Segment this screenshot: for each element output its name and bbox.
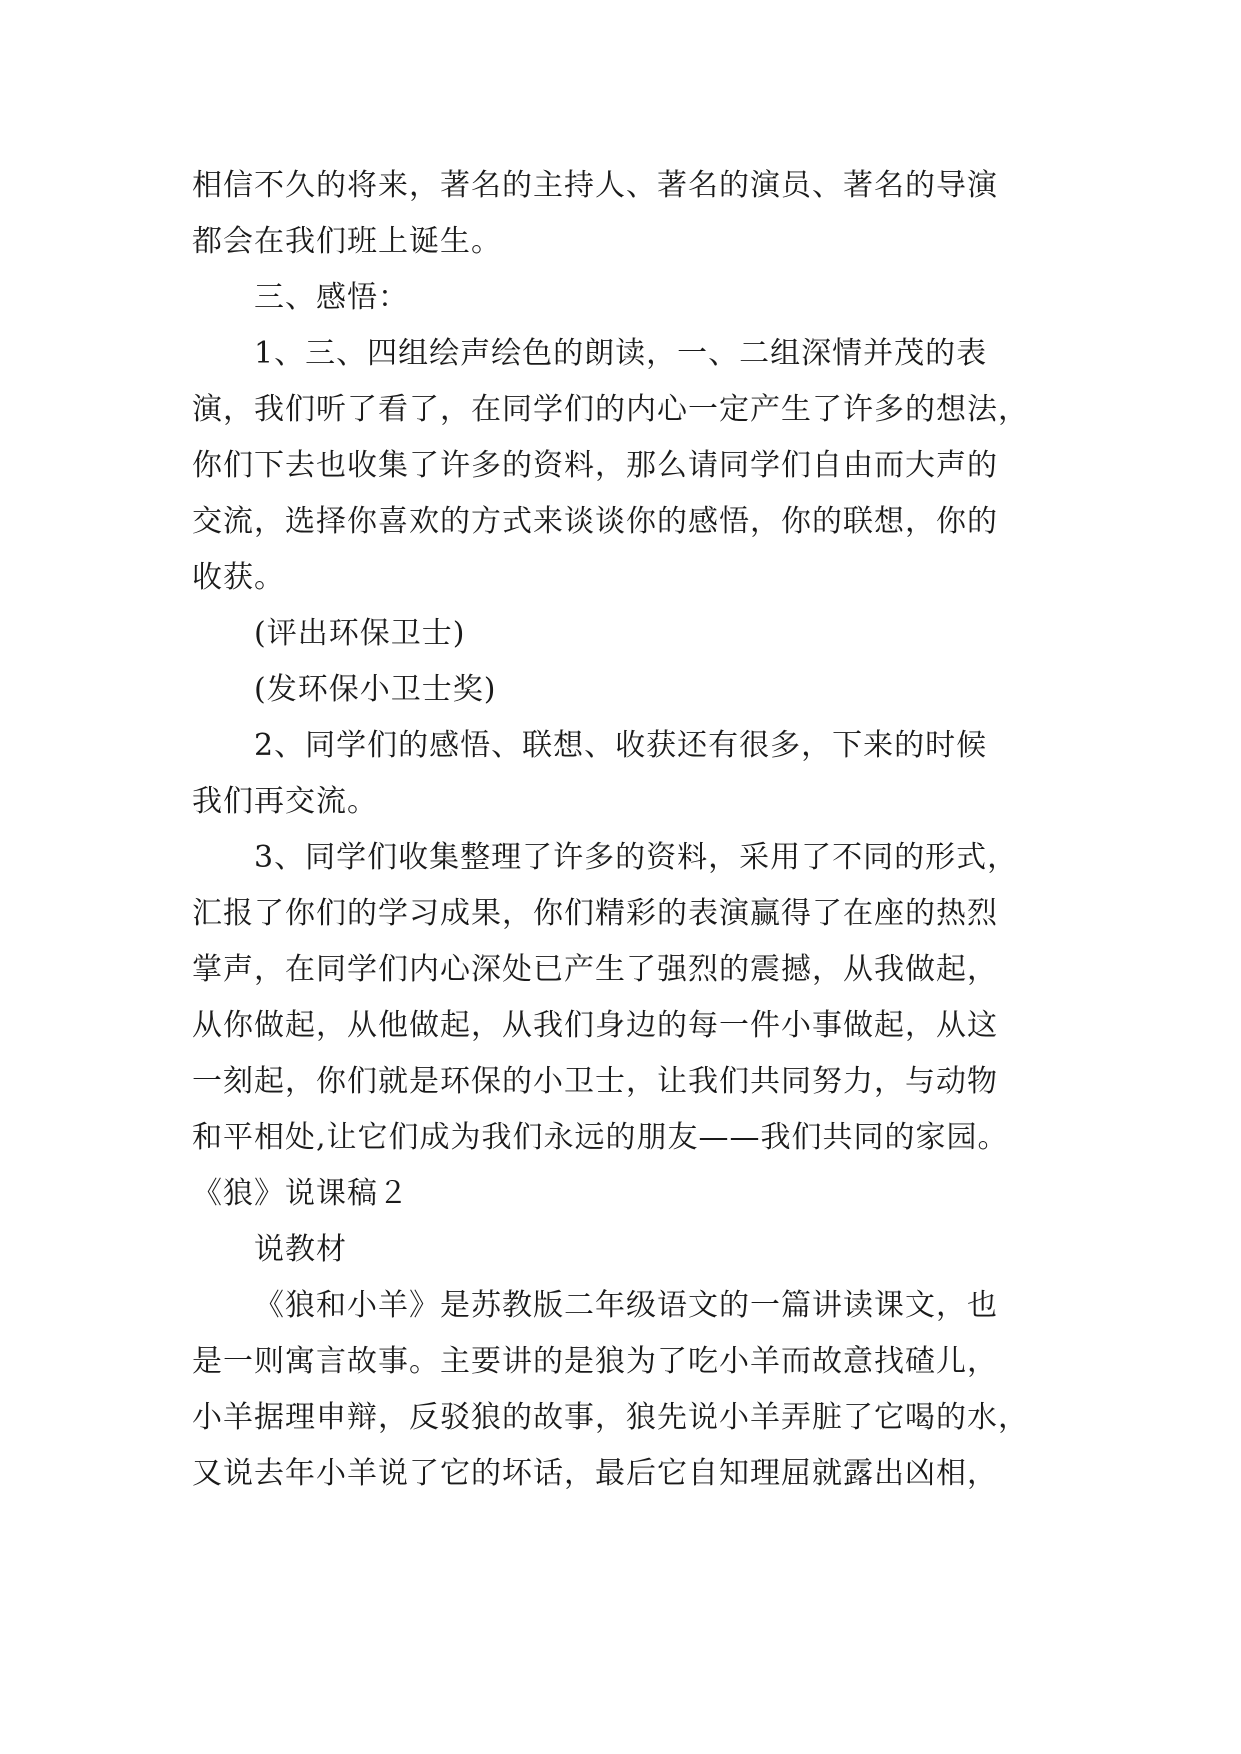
paragraph-line: 和平相处,让它们成为我们永远的朋友——我们共同的家园。	[192, 1120, 1009, 1155]
section-heading: 三、感悟：	[254, 280, 409, 315]
paragraph-line: 相信不久的将来，著名的主持人、著名的演员、著名的导演	[192, 168, 998, 203]
paragraph-line: 从你做起，从他做起，从我们身边的每一件小事做起，从这	[192, 1008, 998, 1043]
paragraph-line: 是一则寓言故事。主要讲的是狼为了吃小羊而故意找碴儿，	[192, 1344, 998, 1379]
paragraph-line: 小羊据理申辩，反驳狼的故事，狼先说小羊弄脏了它喝的水，	[192, 1400, 1029, 1435]
paragraph-line: 3、同学们收集整理了许多的资料，采用了不同的形式，	[254, 840, 1019, 875]
paragraph-line: 1、三、四组绘声绘色的朗读，一、二组深情并茂的表	[254, 336, 988, 371]
paragraph-line: 又说去年小羊说了它的坏话，最后它自知理屈就露出凶相，	[192, 1456, 998, 1491]
paragraph-line: 我们再交流。	[192, 784, 378, 819]
paragraph-line: 演，我们听了看了，在同学们的内心一定产生了许多的想法，	[192, 392, 1029, 427]
document-title: 《狼》说课稿２	[192, 1176, 409, 1211]
paragraph-line: 一刻起，你们就是环保的小卫士，让我们共同努力，与动物	[192, 1064, 998, 1099]
paragraph-line: 交流，选择你喜欢的方式来谈谈你的感悟，你的联想，你的	[192, 504, 998, 539]
paragraph-line: 《狼和小羊》是苏教版二年级语文的一篇讲读课文，也	[254, 1288, 998, 1323]
paragraph-line: 都会在我们班上诞生。	[192, 224, 502, 259]
paragraph-line: 你们下去也收集了许多的资料，那么请同学们自由而大声的	[192, 448, 998, 483]
paragraph-line: 2、同学们的感悟、联想、收获还有很多，下来的时候	[254, 728, 988, 763]
section-heading: 说教材	[254, 1232, 347, 1267]
paragraph-line: 掌声，在同学们内心深处已产生了强烈的震撼，从我做起，	[192, 952, 998, 987]
paragraph-line: (评出环保卫士)	[254, 616, 466, 651]
paragraph-line: 收获。	[192, 560, 285, 595]
paragraph-line: 汇报了你们的学习成果，你们精彩的表演赢得了在座的热烈	[192, 896, 998, 931]
paragraph-line: (发环保小卫士奖)	[254, 672, 497, 707]
